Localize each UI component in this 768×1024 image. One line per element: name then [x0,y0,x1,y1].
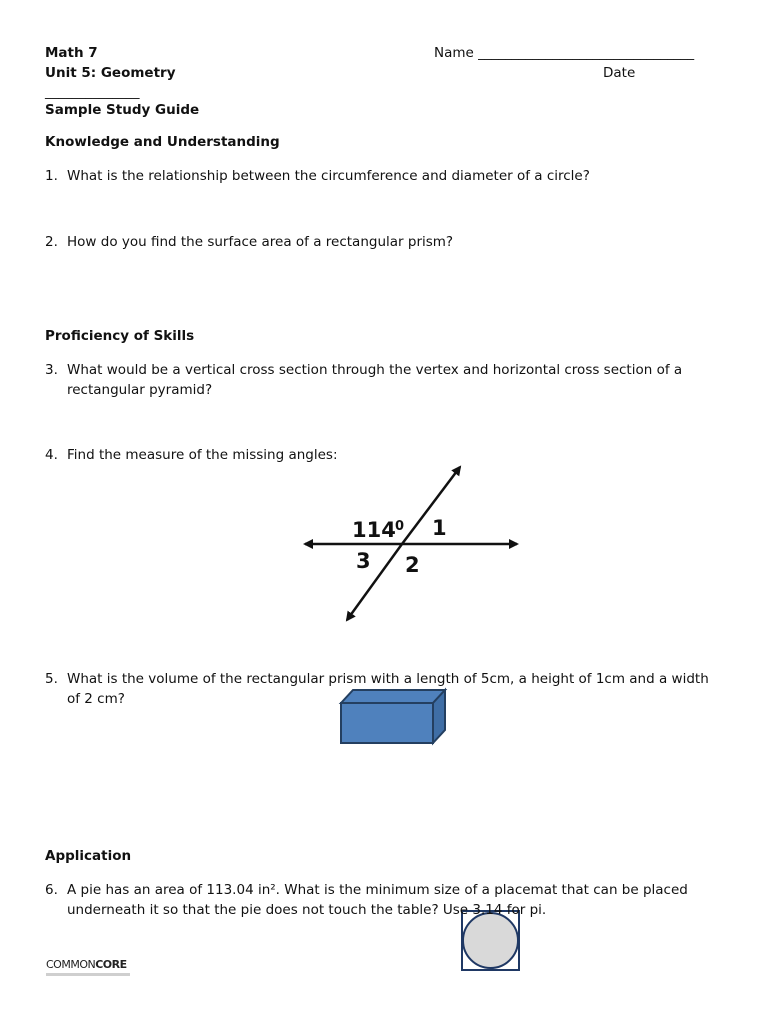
section-proficiency: Proficiency of Skills [45,328,195,344]
question-number: 3. [45,362,58,378]
angle-2-label: 2 [405,553,420,577]
date-line: ______________ [45,84,140,100]
question-text: What is the volume of the rectangular prism with a length of 5cm, a height of 1cm and a width of 2 cm? [67,671,709,707]
question-text: A pie has an area of 113.04 in². What is the minimum size of a placemat that can be placed underneath it so that the pie does not touch the table? Use 3.14 for pi. [67,882,688,918]
question-text: What would be a vertical cross section through the vertex and horizontal cross section of a rectangular pyramid? [67,362,683,398]
commoncore-logo [46,958,127,971]
name-field [434,45,694,61]
question-text: What is the relationship between the circumference and diameter of a circle? [67,168,590,184]
logo-tagline-bar [46,973,130,976]
name-line: ________________________________ [478,45,695,61]
page-title: Sample Study Guide [45,102,200,118]
angle-diagram [295,460,525,625]
given-angle-label: 114 [352,518,396,542]
section-knowledge: Knowledge and Understanding [45,134,280,150]
question-text: Find the measure of the missing angles: [67,447,338,463]
rectangular-prism-figure [338,686,448,746]
question-number: 6. [45,882,58,898]
prism-front-face [341,703,433,743]
date-label: Date [603,65,636,81]
question-number: 5. [45,671,58,687]
question-text: How do you find the surface area of a rectangular prism? [67,234,454,250]
question-number: 1. [45,168,58,184]
pie-circle [463,913,518,968]
course-title: Math 7 [45,45,98,61]
angle-1-label: 1 [432,516,447,540]
logo-bold: CORE [95,958,127,971]
prism-top-face [341,690,445,703]
question-number: 2. [45,234,58,250]
unit-title: Unit 5: Geometry [45,65,176,81]
angle-3-label: 3 [356,549,371,573]
question-number: 4. [45,447,58,463]
transversal-up [402,467,460,544]
logo-light: COMMON [46,958,96,971]
section-application: Application [45,848,132,864]
degree-mark: 0 [395,519,405,534]
name-label: Name [434,45,474,61]
